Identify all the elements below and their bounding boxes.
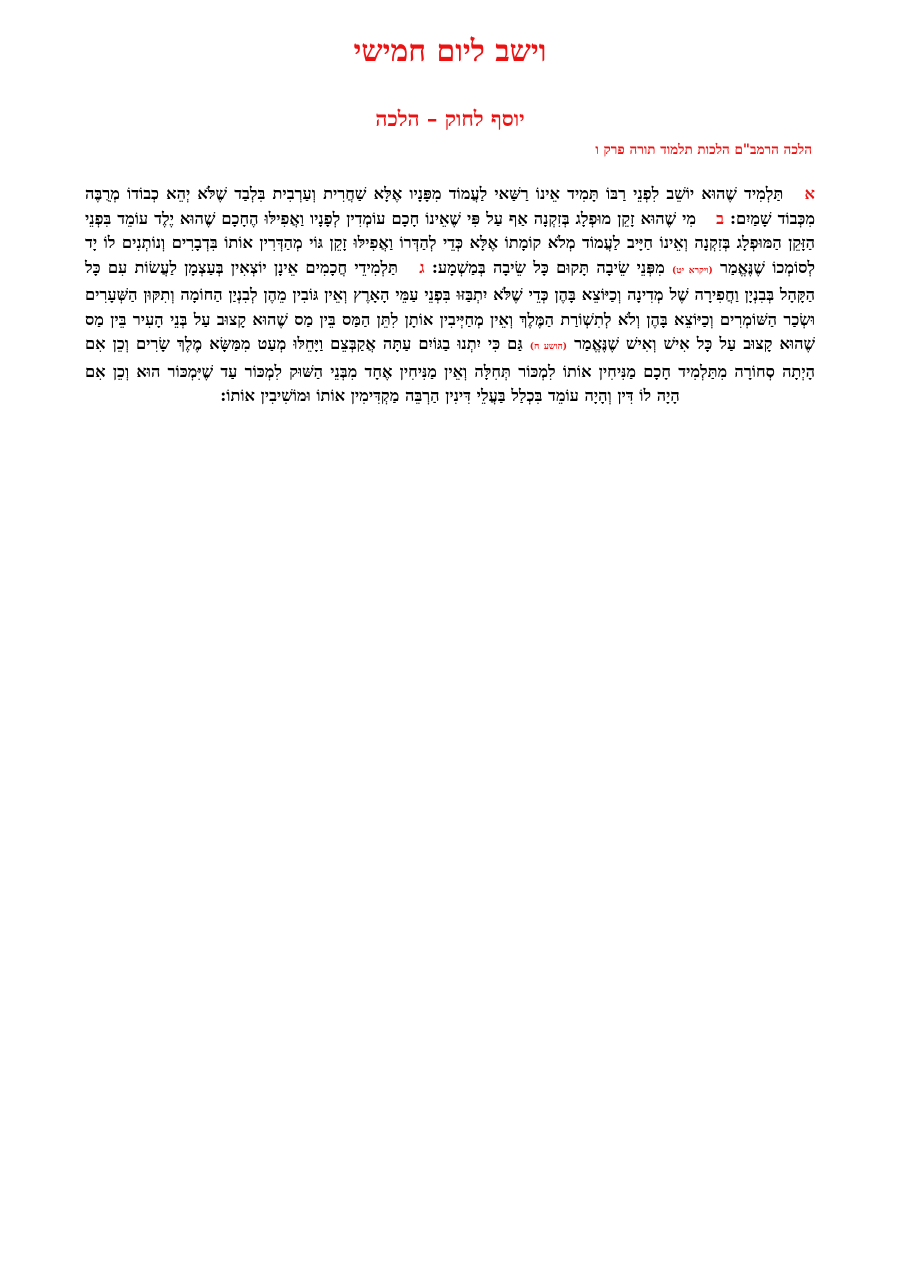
section-title: יוסף לחוק – הלכה — [375, 106, 525, 131]
verse-reference-2: (ויקרא יט) — [672, 265, 713, 276]
halacha-text-3-cont: גַּם כִּי יִתְנוּ בַגּוֹיִם עַתָּה אֲקַבְּצֵם וַיָּחֵלּוּ מְעַט מִמַּשָּׂא מֶלֶךְ שָׂרִים וְכֵן אִם הָיְתָה סְחוֹרָה מִתַּלְמִיד חָכָם מַנִּיחִין אוֹתוֹ לִמְכּוֹר תְּחִלָּה וְאֵין מַנִּיחִין אֶחָד מִבְּנֵי הַשּׁוּק לִמְכּוֹר עַד שֶׁיִּמְכּוֹר הוּא וְכֵן אִם הָיָה לוֹ דִּין וְהָיָה עוֹמֵד בִּכְלַל בַּעֲלֵי דִּינִין הַרְבֵּה מַקְדִּימִין אוֹתוֹ וּמוֹשִׁיבִין אוֹתוֹ: — [85, 334, 815, 405]
halacha-number-2: ב — [716, 208, 724, 228]
page-title: וישב ליום חמישי — [353, 34, 547, 69]
source-reference: הלכה הרמב"ם הלכות תלמוד תורה פרק ו — [595, 142, 812, 158]
halacha-text-2: מִי שֶׁהוּא זָקֵן מוּפְלָג בְּזִקְנָה אַף עַל פִּי שֶׁאֵינוֹ חָכָם עוֹמְדִין לְפָנָיו וַאֲפִילּוּ הֶחָכָם שֶׁהוּא יֶלֶד עוֹמֵד בִּפְנֵי הַזָּקֵן הַמּוּפְלָג בְּזִקְנָה וְאֵינוֹ חַיָּיב לַעֲמוֹד מְלֹא קוֹמָתוֹ אֶלָּא כְּדֵי לְהַדְּרוֹ וַאֲפִילּוּ זָקֵן גּוֹי מְהַדְּרִין אוֹתוֹ בִּדְבָרִים וְנוֹתְנִים לוֹ יָד לְסוֹמְכוֹ שֶׁנֶּאֱמַר — [85, 208, 816, 277]
halacha-text-2-cont: מִפְּנֵי שֵׂיבָה תָּקוּם כָּל שֵׂיבָה בְּמַשְׁמָע: — [431, 257, 665, 277]
halacha-number-1: א — [804, 184, 815, 203]
verse-reference-3: (הושע ח) — [529, 342, 568, 352]
halacha-number-3: ג — [419, 257, 425, 277]
halacha-text-3: תַּלְמִידֵי חֲכָמִים אֵינָן יוֹצְאִין בְּעַצְמָן לַעֲשׂוֹת עִם כָּל הַקָּהָל בְּבִנְיָן וַחֲפִירָה שֶׁל מְדִינָה וְכַיּוֹצֵא בָּהֶן כְּדֵי שֶׁלֹּא יִתְבַּזּוּ בִּפְנֵי עַמֵּי הָאָרֶץ וְאֵין גּוֹבִין מֵהֶן לְבִנְיַן הַחוֹמָה וְתִקּוּן הַשְּׁעָרִים וּשְׂכַר הַשּׁוֹמְרִים וְכַיּוֹצֵא בָּהֶן וְלֹא לְתִשְׁוֹרַת הַמֶּלֶךְ וְאֵין מְחַיְּיבִין אוֹתָן לִתֵּן הַמַּס בֵּין מַס שֶׁהוּא קָצוּב עַל בְּנֵי הָעִיר בֵּין מַס שֶׁהוּא קָצוּב עַל כָּל אִישׁ וְאִישׁ שֶׁנֶּאֱמַר — [85, 257, 815, 353]
halacha-body — [85, 182, 815, 409]
halacha-text-1: תַּלְמִיד שֶׁהוּא יוֹשֵׁב לִפְנֵי רַבּוֹ תָּמִיד אֵינוֹ רַשַּׁאי לַעֲמוֹד מִפָּנָיו אֶלָּא שַׁחֲרִית וְעַרְבִית בִּלְבַד שֶׁלֹּא יְהֵא כְבוֹדוֹ מְרֻבֶּה מִכְּבוֹד שָׁמַיִם: — [85, 184, 816, 228]
